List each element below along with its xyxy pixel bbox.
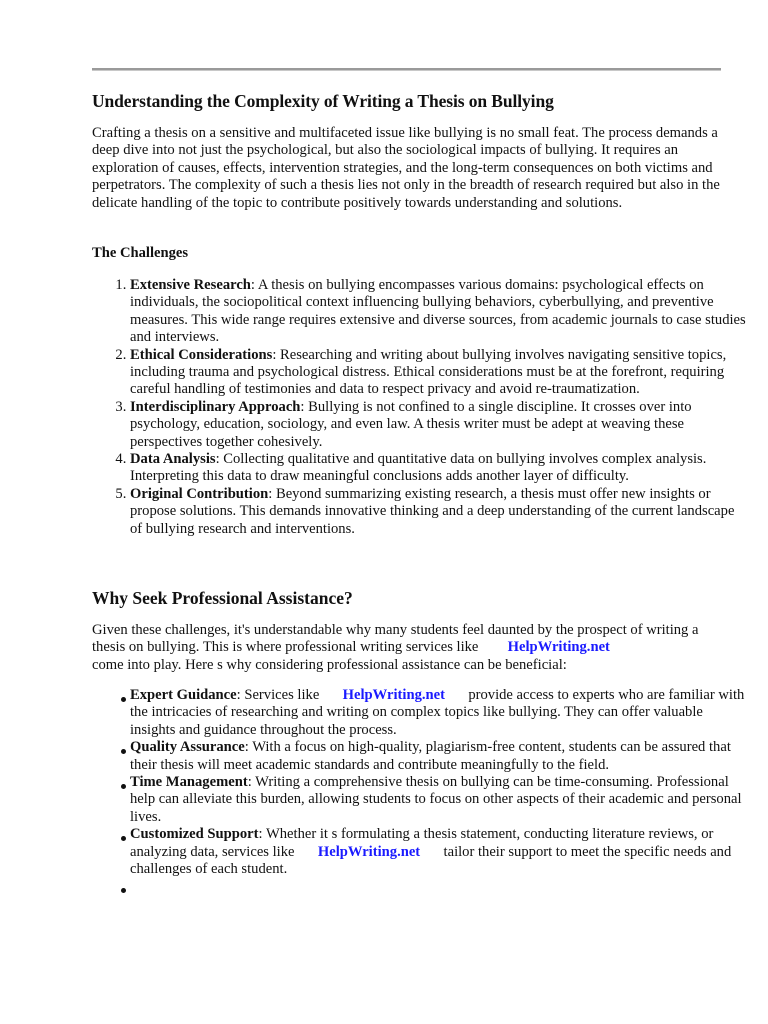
benefit-item: Time Management: Writing a comprehensive thesis on bullying can be time-consuming. Professional help can alleviate this burden, allowing students to focus on other aspects of their academic and personal lives. <box>130 774 750 826</box>
challenge-text: Collecting qualitative and quantitative data on bullying involves complex analysis. Interpreting this data to draw meaningful conclusions adds another layer of difficulty. <box>130 451 707 485</box>
challenge-item: 1. Extensive Research: A thesis on bullying encompasses various domains: psychological effects on individuals, the sociopolitical context influencing bullying behaviors, cyberbullying, and preventive measures. This wide range requires extensive and diverse sources, from academic journals to case studies and interviews. <box>130 277 750 347</box>
benefit-term: Customized Support <box>130 826 259 843</box>
benefit-item: Customized Support: Whether it s formulating a thesis statement, conducting literature reviews, or analyzing data, services like HelpWriting.net tailor their support to meet the specific needs and challenges of each student. <box>130 826 750 878</box>
empty-benefit-item <box>130 878 750 895</box>
challenge-item: 4. Data Analysis: Collecting qualitative and quantitative data on bullying involves complex analysis. Interpreting this data to draw meaningful conclusions adds another layer of difficulty. <box>130 451 750 486</box>
challenge-item: 3. Interdisciplinary Approach: Bullying is not confined to a single discipline. It crosses over into psychology, education, sociology, and even law. A thesis writer must be adept at weaving these perspectives together cohesively. <box>130 399 750 451</box>
helpwriting-link[interactable]: HelpWriting.net <box>317 843 421 860</box>
challenge-text: Beyond summarizing existing research, a thesis must offer new insights or propose solutions. This demands innovative thinking and a deep understanding of the current landscape of bullying research and interventions. <box>130 485 735 537</box>
why-paragraph: Given these challenges, it's understandable why many students feel daunted by the prospect of writing a thesis on bullying. This is where professional writing services like HelpWriting.net come into play. Here s why considering professional assistance can be beneficial: <box>92 622 699 673</box>
challenge-text: A thesis on bullying encompasses various domains: psychological effects on individuals, the sociopolitical context influencing bullying behaviors, cyberbullying, and preventive measures. This wide range requires extensive and diverse sources, from academic journals to case studies and interviews. <box>130 277 746 346</box>
benefits-list <box>92 687 750 896</box>
challenge-term: Ethical Considerations <box>130 346 273 363</box>
benefit-term: Time Management <box>130 774 248 791</box>
challenge-item: 5. Original Contribution: Beyond summarizing existing research, a thesis must offer new insights or propose solutions. This demands innovative thinking and a deep understanding of the current landscape of bullying research and interventions. <box>130 486 750 538</box>
challenge-term: Extensive Research <box>130 277 251 293</box>
benefit-item: Expert Guidance: Services like HelpWriting.net provide access to experts who are familiar with the intricacies of researching and writing on complex topics like bullying. They can offer valuable insights and guidance throughout the process. <box>130 687 750 739</box>
challenge-term: Original Contribution <box>130 485 269 502</box>
benefit-term: Expert Guidance <box>130 687 237 703</box>
helpwriting-link[interactable]: HelpWriting.net <box>507 639 610 656</box>
top-divider <box>92 68 721 71</box>
benefit-term: Quality Assurance <box>130 739 245 756</box>
challenges-list <box>92 277 750 538</box>
helpwriting-link[interactable]: HelpWriting.net <box>342 687 445 703</box>
intro-paragraph: Crafting a thesis on a sensitive and multifaceted issue like bullying is no small feat. The process demands a deep dive into not just the psychological, but also the sociological impacts of bullying. It requires an exploration of causes, effects, intervention strategies, and the long-term consequences on both victims and perpetrators. The complexity of such a thesis lies not only in the breadth of research required but also in the delicate handling of the topic to contribute positively towards understanding and solutions. <box>92 125 720 211</box>
challenge-text: Researching and writing about bullying involves navigating sensitive topics, including trauma and psychological distress. Ethical considerations must be at the forefront, requiring careful handling of testimonies and data to respect privacy and avoid re-traumatization. <box>130 346 727 398</box>
document-title: Understanding the Complexity of Writing a Thesis on Bullying <box>92 91 554 111</box>
benefit-item: Quality Assurance: With a focus on high-quality, plagiarism-free content, students can be assured that their thesis will meet academic standards and contribute meaningfully to the field. <box>130 739 750 774</box>
challenge-item: 2. Ethical Considerations: Researching and writing about bullying involves navigating sensitive topics, including trauma and psychological distress. Ethical considerations must be at the forefront, requiring careful handling of testimonies and data to respect privacy and avoid re-traumatization. <box>130 347 750 399</box>
challenges-heading: The Challenges <box>92 245 189 261</box>
why-heading: Why Seek Professional Assistance? <box>92 588 353 608</box>
challenge-text: Bullying is not confined to a single discipline. It crosses over into psychology, education, sociology, and even law. A thesis writer must be adept at weaving these perspectives together cohesively. <box>130 398 692 450</box>
challenge-term: Interdisciplinary Approach <box>130 398 301 415</box>
challenge-term: Data Analysis <box>130 451 216 468</box>
